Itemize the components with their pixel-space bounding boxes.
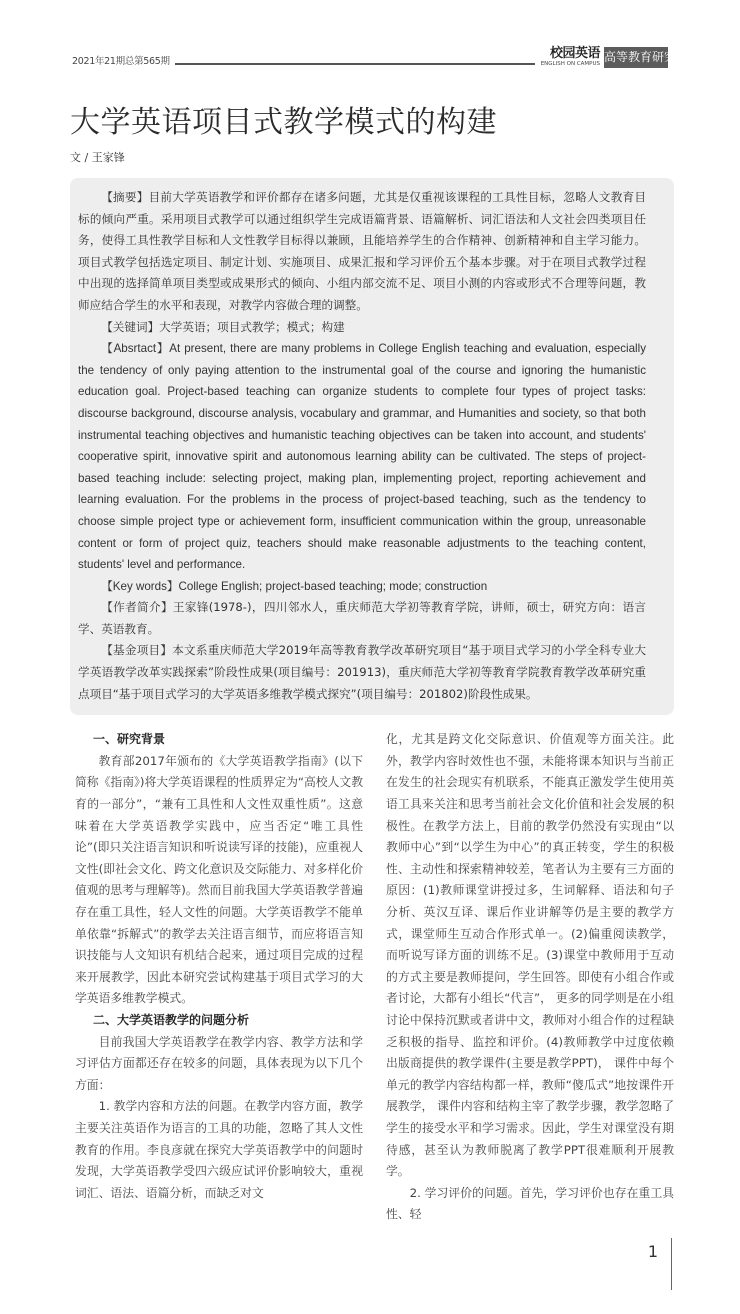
- author-bio: 【作者简介】王家锋(1978-)，四川邻水人，重庆师范大学初等教育学院，讲师，硕士，研究方向：语言学、英语教育。: [78, 600, 646, 636]
- article-author: 文 / 王家锋: [70, 151, 125, 164]
- abstract-zh: 【摘要】目前大学英语教学和评价都存在诸多问题，尤其是仅重视该课程的工具性目标，忽略人文教育目标的倾向严重。采用项目式教学可以通过组织学生完成语篇背景、语篇解析、词汇语法和人文社会四类项目任务，使得工具性教学目标和人文性教学目标得以兼顾，且能培养学生的合作精神、创新精神和自主学习能力。项目式教学包括选定项目、制定计划、实施项目、成果汇报和学习评价五个基本步骤。对于在项目式教学过程中出现的选择简单项目类型或成果形式的倾向、小组内部交流不足、项目小测的内容或形式不合理等问题，教师应结合学生的水平和表现，对教学内容做合理的调整。: [78, 190, 646, 312]
- paragraph: 2. 学习评价的问题。首先，学习评价也存在重工具性、轻: [386, 1185, 674, 1222]
- paragraph: 1. 教学内容和方法的问题。在教学内容方面，教学主要关注英语作为语言的工具的功能，忽略了其人文性教育的作用。李良彦就在探究大学英语教学中的问题时发现，大学英语教学受四六级应试评价影响较大，重视词汇、语法、语篇分析，而缺乏对文: [75, 1099, 363, 1200]
- logo-en: ENGLISH ON CAMPUS: [540, 61, 600, 67]
- paragraph: 教育部2017年颁布的《大学英语教学指南》(以下简称《指南》)将大学英语课程的性质界定为“高校人文教育的一部分”，“兼有工具性和人文性双重性质”。这意味着在大学英语教学实践中，应当否定“唯工具性论”(即只关注语言知识和听说读写译的技能)，应重视人文性(即社会文化、跨文化意识及交际能力、对多样化价值观的思考与理解等)。然而目前我国大学英语教学普遍存在重工具性，轻人文性的问题。大学英语教学不能单单依靠“拆解式”的教学去关注语言细节，而应将语言知识技能与人文知识有机结合起来，通过项目完成的过程来开展教学，因此本研究尝试构建基于项目式学习的大学英语多维教学模式。: [75, 753, 363, 1006]
- body-column-left: [75, 729, 363, 1226]
- page-number: 1: [647, 1241, 658, 1261]
- section-heading: 一、研究背景: [93, 732, 166, 747]
- abstract-box: [70, 178, 674, 715]
- section-tag: 高等教育研究: [604, 47, 668, 68]
- keywords-zh: 【关键词】大学英语；项目式教学；模式；构建: [101, 319, 345, 334]
- funding-info: 【基金项目】本文系重庆师范大学2019年高等教育教学改革研究项目“基于项目式学习的小学全科专业大学英语教学改革实践探索”阶段性成果(项目编号：201913)，重庆师范大学初等教育学院教育教学改革研究重点项目“基于项目式学习的大学英语多维教学模式探究”(项目编号：201802)阶段性成果。: [78, 643, 646, 701]
- page-footer: [70, 1238, 674, 1294]
- abstract-en: 【Absrtact】At present, there are many problems in College English teaching and evaluation, especially the tendency of only paying attention to the instrumental goal of the course and ignoring the humanistic education goal. Project-based teaching can organize students to complete four types of project tasks: discourse background, discourse analysis, vocabulary and grammar, and Humanities and society, so that both instrumental teaching objectives and humanistic teaching objectives can be taken into account, and students' cooperative spirit, innovative spirit and autonomous learning ability can be cultivated. The steps of project-based teaching include: selecting project, making plan, implementing project, reporting achievement and learning evaluation. For the problems in the process of project-based teaching, such as the tendency to choose simple project type or achievement form, insufficient communication within the group, unreasonable content or form of project quiz, teachers should make reasonable adjustments to the teaching content, students' level and performance.: [78, 342, 646, 572]
- logo-cn: 校园英语: [549, 46, 600, 61]
- body-columns: [70, 729, 674, 1226]
- body-column-right: [386, 729, 674, 1226]
- article-title: 大学英语项目式教学模式的构建: [70, 105, 497, 140]
- page-number-rule: [671, 1238, 673, 1290]
- paragraph: 化，尤其是跨文化交际意识、价值观等方面关注。此外，教学内容时效性也不强，未能将课本知识与当前正在发生的社会现实有机联系，不能真正激发学生使用英语工具来关注和思考当前社会文化价值和社会发展的积极性。在教学方法上，目前的教学仍然没有实现由“以教师中心”到“以学生为中心”的真正转变，学生的积极性、主动性和探索精神较差，笔者认为主要有三方面的原因：(1)教师课堂讲授过多，生词解释、语法和句子分析、英汉互译、课后作业讲解等仍是主要的教学方式，课堂师生互动合作形式单一。(2)偏重阅读教学，而听说写译方面的训练不足。(3)课堂中教师用于互动的方式主要是教师提问，学生回答。即使有小组合作或者讨论，大都有小组长“代言”， 更多的同学则是在小组讨论中保持沉默或者讲中文，教师对小组合作的过程缺乏积极的指导、监控和评价。(4)教师教学中过度依赖出版商提供的教学课件(主要是教学PPT)， 课件中每个单元的教学内容结构都一样，教师“傻瓜式”地按课件开展教学， 课件内容和结构主宰了教学步骤，教学忽略了学生的接受水平和学习需求。因此，学生对课堂没有期待感，甚至认为教师脱离了教学PPT很难顺利开展教学。: [386, 732, 674, 1179]
- paragraph: 目前我国大学英语教学在教学内容、教学方法和学习评估方面都还存在较多的问题，具体表现为以下几个方面：: [75, 1034, 363, 1092]
- section-heading: 二、大学英语教学的问题分析: [93, 1012, 250, 1027]
- issue-info: 2021年21期总第565期: [72, 56, 170, 67]
- keywords-en: 【Key words】College English; project-based teaching; mode; construction: [101, 579, 488, 593]
